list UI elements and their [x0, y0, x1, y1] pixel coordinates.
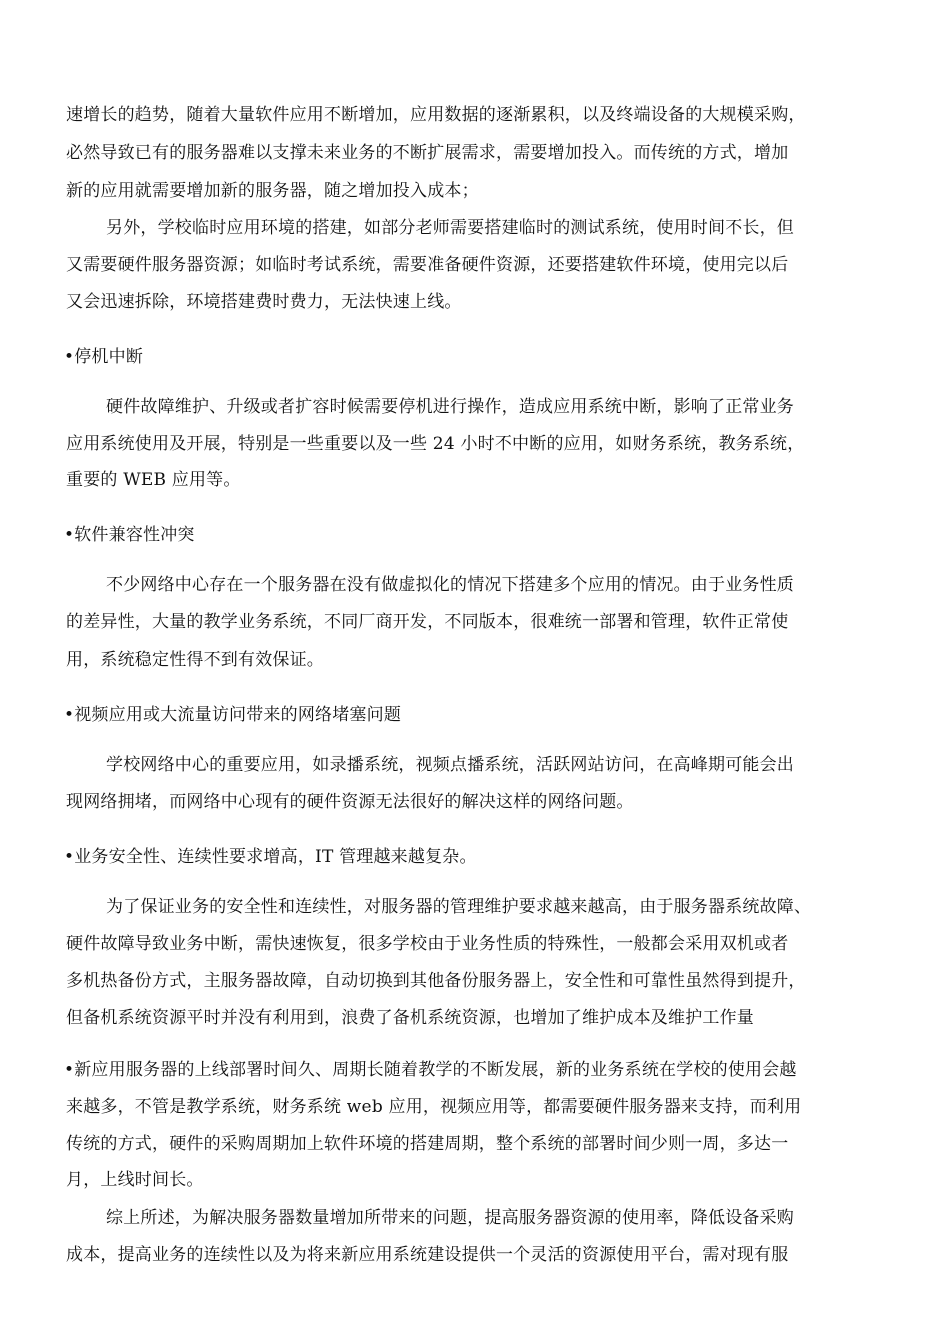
paragraph-line: 应用系统使用及开展，特别是一些重要以及一些 24 小时不中断的应用，如财务系统，教务系统， [66, 434, 805, 454]
paragraph-line: 硬件故障导致业务中断，需快速恢复，很多学校由于业务性质的特殊性，一般都会采用双机或者 [66, 934, 789, 954]
paragraph-line: 重要的 WEB 应用等。 [66, 470, 241, 490]
paragraph-line: 学校网络中心的重要应用，如录播系统，视频点播系统，活跃网站访问，在高峰期可能会出 [106, 755, 794, 775]
section-heading: •视频应用或大流量访问带来的网络堵塞问题 [64, 705, 402, 725]
paragraph-line: 为了保证业务的安全性和连续性，对服务器的管理维护要求越来越高，由于服务器系统故障、 [106, 897, 812, 917]
section-heading: •软件兼容性冲突 [64, 525, 195, 545]
section-heading: •业务安全性、连续性要求增高，IT 管理越来越复杂。 [64, 847, 477, 867]
paragraph-line: 成本，提高业务的连续性以及为将来新应用系统建设提供一个灵活的资源使用平台，需对现有服 [66, 1245, 789, 1265]
paragraph-line: 多机热备份方式，主服务器故障，自动切换到其他备份服务器上，安全性和可靠性虽然得到提升， [66, 971, 806, 991]
paragraph-line: 月，上线时间长。 [66, 1170, 204, 1190]
paragraph-line: 综上所述，为解决服务器数量增加所带来的问题，提高服务器资源的使用率，降低设备采购 [106, 1208, 794, 1228]
section-heading: •停机中断 [64, 347, 144, 367]
paragraph-line: 硬件故障维护、升级或者扩容时候需要停机进行操作，造成应用系统中断，影响了正常业务 [106, 397, 794, 417]
paragraph-line: 用，系统稳定性得不到有效保证。 [66, 650, 324, 670]
paragraph-line: 又会迅速拆除，环境搭建费时费力，无法快速上线。 [66, 292, 462, 312]
paragraph-line: 速增长的趋势，随着大量软件应用不断增加，应用数据的逐渐累积，以及终端设备的大规模采购， [66, 105, 806, 125]
section-heading: •新应用服务器的上线部署时间久、周期长随着教学的不断发展，新的业务系统在学校的使用会越 [64, 1060, 797, 1080]
paragraph-line: 但备机系统资源平时并没有利用到，浪费了备机系统资源，也增加了维护成本及维护工作量 [66, 1008, 754, 1028]
paragraph-line: 另外，学校临时应用环境的搭建，如部分老师需要搭建临时的测试系统，使用时间不长，但 [106, 218, 794, 238]
paragraph-line: 又需要硬件服务器资源；如临时考试系统，需要准备硬件资源，还要搭建软件环境，使用完以后 [66, 255, 789, 275]
paragraph-line: 新的应用就需要增加新的服务器，随之增加投入成本； [66, 181, 479, 201]
paragraph-line: 现网络拥堵，而网络中心现有的硬件资源无法很好的解决这样的网络问题。 [66, 792, 634, 812]
paragraph-line: 的差异性，大量的教学业务系统，不同厂商开发，不同版本，很难统一部署和管理，软件正常使 [66, 612, 789, 632]
paragraph-line: 传统的方式，硬件的采购周期加上软件环境的搭建周期，整个系统的部署时间少则一周，多达一 [66, 1134, 789, 1154]
paragraph-line: 必然导致已有的服务器难以支撑未来业务的不断扩展需求，需要增加投入。而传统的方式，增加 [66, 143, 789, 163]
paragraph-line: 不少网络中心存在一个服务器在没有做虚拟化的情况下搭建多个应用的情况。由于业务性质 [106, 575, 794, 595]
paragraph-line: 来越多，不管是教学系统，财务系统 web 应用，视频应用等，都需要硬件服务器来支持，而利用 [66, 1097, 802, 1117]
